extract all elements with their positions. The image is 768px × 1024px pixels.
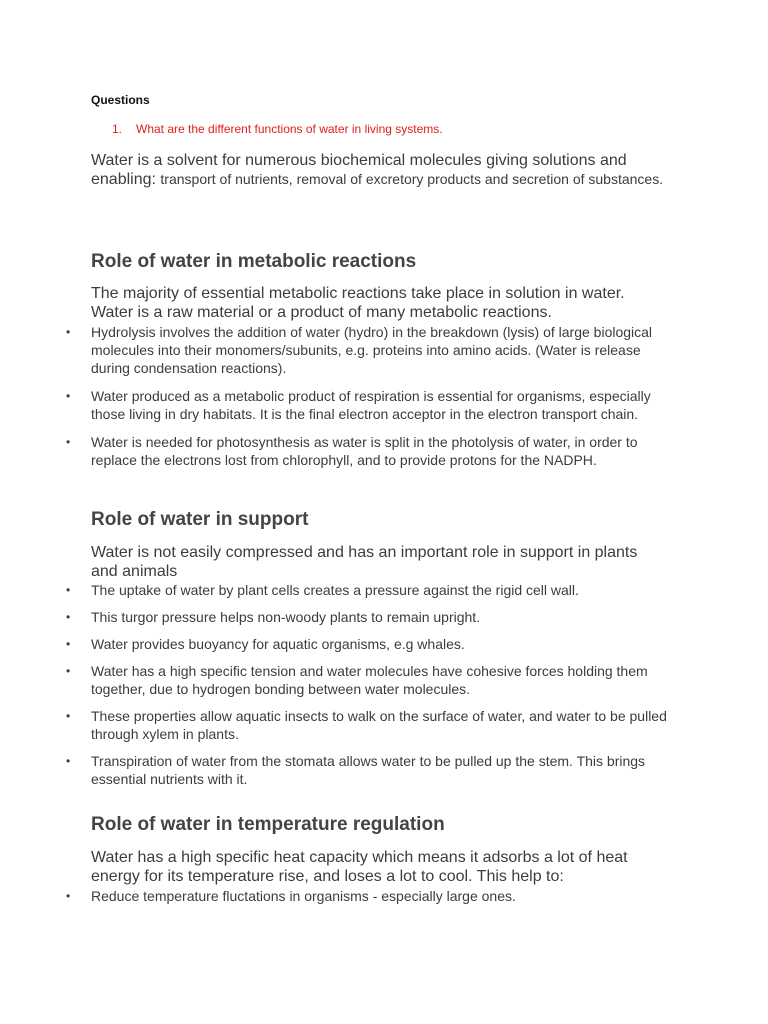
section-heading-temperature: Role of water in temperature regulation: [91, 814, 445, 835]
list-item: • Water produced as a metabolic product of respiration is essential for organisms, especially those living in dry habitats. It is the final electron acceptor in the electron transport chain.: [66, 388, 651, 422]
list-item: • This turgor pressure helps non-woody plants to remain upright.: [66, 609, 481, 625]
intro-large-text: Water is a solvent for numerous biochemical molecules giving solutions and enabling:: [91, 152, 627, 188]
list-item-text: Hydrolysis involves the addition of water (hydro) in the breakdown (lysis) of large biological molecules into their monomers/subunits, e.g. proteins into amino acids. (Water is release during condensation reactions).: [91, 324, 653, 376]
bullet-list-support: [64, 581, 674, 788]
list-item-text: This turgor pressure helps non-woody plants to remain upright.: [91, 609, 481, 625]
list-item: • These properties allow aquatic insects to walk on the surface of water, and water to be pulled through xylem in plants.: [66, 708, 667, 742]
list-item-text: These properties allow aquatic insects to walk on the surface of water, and water to be pulled through xylem in plants.: [91, 708, 667, 742]
list-item: • Water provides buoyancy for aquatic organisms, e.g whales.: [66, 636, 465, 652]
question-text: What are the different functions of water in living systems.: [136, 122, 443, 136]
list-item: • Water has a high specific tension and water molecules have cohesive forces holding them together, due to hydrogen bonding between water molecules.: [66, 663, 648, 697]
questions-heading: Questions: [91, 93, 150, 107]
section-lead-temperature: Water has a high specific heat capacity which means it adsorbs a lot of heat energy for its temperature rise, and loses a lot to cool. This help to:: [91, 849, 628, 885]
list-item-text: Transpiration of water from the stomata allows water to be pulled up the stem. This brings essential nutrients with it.: [91, 753, 646, 787]
list-item: • Reduce temperature fluctations in organisms - especially large ones.: [66, 888, 516, 904]
question-number: 1.: [112, 122, 123, 136]
section-heading-metabolic: Role of water in metabolic reactions: [91, 251, 417, 272]
list-item-text: Water has a high specific tension and water molecules have cohesive forces holding them together, due to hydrogen bonding between water molecules.: [91, 663, 648, 697]
bullet-list-metabolic: [64, 323, 674, 469]
intro-small-text: transport of nutrients, removal of excretory products and secretion of substances.: [160, 171, 664, 187]
list-item: • Hydrolysis involves the addition of water (hydro) in the breakdown (lysis) of large biological molecules into their monomers/subunits, e.g. proteins into amino acids. (Water is release during condensation reactions).: [66, 324, 653, 376]
section-heading-support: Role of water in support: [91, 509, 309, 530]
list-item-text: Reduce temperature fluctations in organisms - especially large ones.: [91, 888, 516, 904]
list-item: • Transpiration of water from the stomata allows water to be pulled up the stem. This brings essential nutrients with it.: [66, 753, 646, 787]
list-item-text: The uptake of water by plant cells creates a pressure against the rigid cell wall.: [91, 582, 579, 598]
bullet-list-temperature: [64, 887, 674, 905]
list-item-text: Water is needed for photosynthesis as water is split in the photolysis of water, in order to replace the electrons lost from chlorophyll, and to provide protons for the NADPH.: [91, 434, 638, 468]
section-lead-support: Water is not easily compressed and has an important role in support in plants and animals: [91, 544, 638, 580]
list-item: • Water is needed for photosynthesis as water is split in the photolysis of water, in order to replace the electrons lost from chlorophyll, and to provide protons for the NADPH.: [66, 434, 638, 468]
list-item: • The uptake of water by plant cells creates a pressure against the rigid cell wall.: [66, 582, 579, 598]
list-item-text: Water produced as a metabolic product of respiration is essential for organisms, especially those living in dry habitats. It is the final electron acceptor in the electron transport chain.: [91, 388, 651, 422]
question-item: [112, 122, 443, 136]
intro-paragraph: [91, 151, 671, 189]
list-item-text: Water provides buoyancy for aquatic organisms, e.g whales.: [91, 636, 465, 652]
section-lead-metabolic: The majority of essential metabolic reactions take place in solution in water. Water is a raw material or a product of many metabolic reactions.: [91, 285, 625, 321]
